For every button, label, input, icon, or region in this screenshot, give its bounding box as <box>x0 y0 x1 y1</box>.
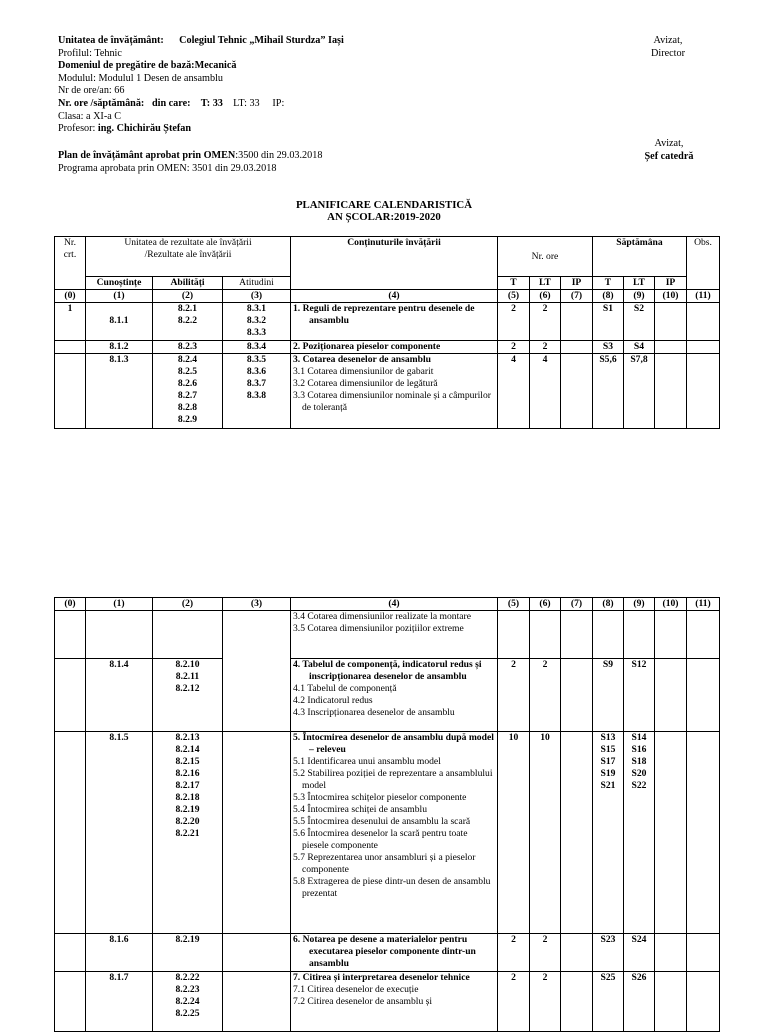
num-cell: (10) <box>655 598 687 611</box>
hours-year: Nr de ore/an: 66 <box>58 85 125 97</box>
cont-cell <box>291 611 498 659</box>
cont-sub: 3.3 Cotarea dimensiunilor nominale și a câmpurilor de toleranță <box>293 390 491 413</box>
atit-cell: 8.3.4 <box>223 341 291 354</box>
cont-sub: 5.8 Extragerea de piese dintr-un desen de ansamblu prezentat <box>293 876 491 899</box>
slt-cell: S24 <box>624 934 655 972</box>
lt-cell: 2 <box>530 303 561 341</box>
lt-cell: 2 <box>530 934 561 972</box>
num-cell: (8) <box>593 290 624 303</box>
hours-week-label: Nr. ore /săptămână: <box>58 97 145 109</box>
lt-val: LT: 33 <box>233 97 260 109</box>
sef-approval <box>641 138 697 163</box>
cont-cell <box>291 732 498 934</box>
table-row <box>55 611 720 659</box>
abil-value: 8.2.14 <box>175 744 200 755</box>
slt-cell: S7,8 <box>624 354 655 429</box>
slt-cell <box>624 732 655 934</box>
num-cell: (8) <box>593 598 624 611</box>
title-line-2: AN ȘCOLAR:2019-2020 <box>327 211 441 223</box>
abil-cell: 8.2.3 <box>153 341 223 354</box>
h-cont: Conținuturile învățării <box>291 237 498 290</box>
atit-value: 8.3.3 <box>246 327 267 338</box>
cun-cell: 8.1.5 <box>86 732 153 934</box>
sip-cell <box>655 354 687 429</box>
h-t2: T <box>593 277 624 290</box>
abil-cell <box>153 659 223 732</box>
ip-cell <box>561 732 593 934</box>
lt-cell: 4 <box>530 354 561 429</box>
num-cell: (3) <box>223 290 291 303</box>
planning-table-1 <box>54 236 720 429</box>
st-cell: S23 <box>593 934 624 972</box>
cont-sub: 3.2 Cotarea dimensiunilor de legătură <box>293 378 438 389</box>
st-cell: S9 <box>593 659 624 732</box>
t-cell: 2 <box>498 934 530 972</box>
abil-value: 8.2.13 <box>175 732 200 743</box>
sip-cell <box>655 303 687 341</box>
director-label: Director <box>651 47 685 59</box>
lt-cell: 2 <box>530 341 561 354</box>
h-abil: Abilități <box>153 277 223 290</box>
st-cell: S5,6 <box>593 354 624 429</box>
st-value: S15 <box>600 744 616 755</box>
table-row <box>55 303 720 341</box>
abil-value: 8.2.10 <box>175 659 200 670</box>
abil-value: 8.2.11 <box>175 671 200 682</box>
cun-cell: 8.1.7 <box>86 972 153 1032</box>
cont-sub: 5.4 Întocmirea schiței de ansamblu <box>293 804 428 815</box>
cont-sub: 4.3 Inscripționarea desenelor de ansamblu <box>293 707 455 718</box>
obs-cell <box>687 732 720 934</box>
sip-cell <box>655 934 687 972</box>
num-cell: (4) <box>291 290 498 303</box>
abil-value: 8.2.7 <box>177 390 198 401</box>
h-lt2: LT <box>624 277 655 290</box>
abil-value: 8.2.23 <box>175 984 200 995</box>
abil-value: 8.2.9 <box>177 414 198 425</box>
abil-value: 8.2.8 <box>177 402 198 413</box>
atit-value: 8.3.5 <box>246 354 267 365</box>
num-cell: (11) <box>687 598 720 611</box>
nr-cell <box>55 934 86 972</box>
slt-value: S14 <box>631 732 647 743</box>
num-cell: (5) <box>498 290 530 303</box>
atit-value: 8.3.1 <box>246 303 267 314</box>
cont-title: 2. Poziționarea pieselor componente <box>293 341 441 352</box>
cont-cell <box>291 303 498 341</box>
class: Clasa: a XI-a C <box>58 110 122 122</box>
h-cun: Cunoștințe <box>86 277 153 290</box>
abil-value: 8.2.4 <box>177 354 198 365</box>
abil-value: 8.2.19 <box>175 804 200 815</box>
cont-title: 3. Cotarea desenelor de ansamblu <box>293 354 431 365</box>
cont-sub: 3.5 Cotarea dimensiunilor pozițiilor extreme <box>293 623 464 634</box>
title-line-1: PLANIFICARE CALENDARISTICĂ <box>295 199 473 211</box>
obs-cell <box>687 611 720 659</box>
num-cell: (9) <box>624 598 655 611</box>
h-nr: Nr. crt. <box>55 237 86 290</box>
planning-table-2 <box>54 597 720 1032</box>
cont-title: 1. Reguli de reprezentare pentru desenele de ansamblu <box>293 303 475 326</box>
num-cell: (7) <box>561 290 593 303</box>
ip-cell <box>561 341 593 354</box>
cont-sub: 3.1 Cotarea dimensiunilor de gabarit <box>293 366 434 377</box>
cont-sub: 4.2 Indicatorul redus <box>293 695 373 706</box>
st-cell <box>593 732 624 934</box>
sip-cell <box>655 972 687 1032</box>
header-block <box>58 35 344 136</box>
h-ip: IP <box>561 277 593 290</box>
cont-sub: 5.6 Întocmirea desenelor la scară pentru toate piesele componente <box>293 828 468 851</box>
obs-cell <box>687 354 720 429</box>
t-cell: 2 <box>498 972 530 1032</box>
cont-sub: 4.1 Tabelul de componență <box>293 683 397 694</box>
abil-cell: 8.2.19 <box>153 934 223 972</box>
abil-value: 8.2.20 <box>175 816 200 827</box>
abil-value: 8.2.22 <box>175 972 200 983</box>
num-cell: (7) <box>561 598 593 611</box>
cont-sub: 7.2 Citirea desenelor de ansamblu și <box>293 996 433 1007</box>
avizat-1: Avizat, <box>653 35 683 46</box>
sef-label: Șef catedră <box>644 150 694 162</box>
abil-value: 8.2.15 <box>175 756 200 767</box>
cont-sub: 5.3 Întocmirea schițelor pieselor componente <box>293 792 467 803</box>
atit-value: 8.3.2 <box>246 315 267 326</box>
lt-cell: 2 <box>530 659 561 732</box>
atit-cell <box>223 354 291 429</box>
abil-value: 8.2.21 <box>175 828 200 839</box>
cont-title: 5. Întocmirea desenelor de ansamblu după model – releveu <box>293 732 494 755</box>
atit-value: 8.3.8 <box>246 390 267 401</box>
atit-value: 8.3.6 <box>246 366 267 377</box>
t-cell: 2 <box>498 659 530 732</box>
obs-cell <box>687 659 720 732</box>
t-cell: 2 <box>498 303 530 341</box>
h-sapt: Săptămâna <box>593 237 687 277</box>
cont-cell <box>291 354 498 429</box>
abil-value: 8.2.17 <box>175 780 200 791</box>
t-cell: 4 <box>498 354 530 429</box>
plan-block <box>58 150 322 175</box>
abil-cell <box>153 611 223 659</box>
h-nrore: Nr. ore <box>498 237 593 277</box>
h-obs: Obs. <box>687 237 720 290</box>
t-val: T: 33 <box>200 97 223 109</box>
abil-value: 8.2.2 <box>177 315 198 326</box>
cont-sub: 5.1 Identificarea unui ansamblu model <box>293 756 441 767</box>
prof-label: Profesor: <box>58 123 96 135</box>
plan-value: :3500 din 29.03.2018 <box>235 150 323 161</box>
cun-cell <box>86 611 153 659</box>
cont-sub: 5.5 Întocmirea desenului de ansamblu la scară <box>293 816 471 827</box>
st-cell <box>593 611 624 659</box>
table-row <box>55 972 720 1032</box>
slt-cell: S12 <box>624 659 655 732</box>
cont-title: 4. Tabelul de componență, indicatorul redus și inscripționarea desenelor de ansamblu <box>293 659 482 682</box>
slt-value: S18 <box>631 756 647 767</box>
slt-cell: S4 <box>624 341 655 354</box>
h-lt: LT <box>530 277 561 290</box>
num-cell: (4) <box>291 598 498 611</box>
obs-cell <box>687 341 720 354</box>
abil-cell <box>153 354 223 429</box>
nr-cell: 1 <box>55 303 86 341</box>
nr-cell <box>55 341 86 354</box>
ip-cell <box>561 611 593 659</box>
page-title <box>0 199 768 223</box>
abil-cell <box>153 972 223 1032</box>
cun-cell: 8.1.3 <box>86 354 153 429</box>
director-approval <box>640 35 696 60</box>
slt-cell: S26 <box>624 972 655 1032</box>
abil-value: 8.2.18 <box>175 792 200 803</box>
abil-value: 8.2.12 <box>175 683 200 694</box>
num-row <box>55 598 720 611</box>
table-row <box>55 934 720 972</box>
num-cell: (0) <box>55 598 86 611</box>
lt-cell: 2 <box>530 972 561 1032</box>
abil-value: 8.2.1 <box>177 303 198 314</box>
st-value: S21 <box>600 780 616 791</box>
num-cell: (6) <box>530 290 561 303</box>
atit-cell <box>223 732 291 934</box>
nr-cell <box>55 972 86 1032</box>
cont-title: 6. Notarea pe desene a materialelor pentru executarea pieselor componente dintr-un ansamblu <box>293 934 476 969</box>
sip-cell <box>655 659 687 732</box>
st-cell: S3 <box>593 341 624 354</box>
abil-value: 8.2.16 <box>175 768 200 779</box>
ip-val: IP: <box>272 97 285 109</box>
cont-cell <box>291 659 498 732</box>
st-value: S19 <box>600 768 616 779</box>
st-cell: S25 <box>593 972 624 1032</box>
cont-sub: 3.4 Cotarea dimensiunilor realizate la montare <box>293 611 471 622</box>
st-value: S17 <box>600 756 616 767</box>
sip-cell <box>655 732 687 934</box>
atit-value: 8.3.7 <box>246 378 267 389</box>
prof-value: ing. Chichirău Ștefan <box>97 123 192 135</box>
num-cell: (9) <box>624 290 655 303</box>
table-row <box>55 341 720 354</box>
nr-cell <box>55 732 86 934</box>
abil-cell <box>153 303 223 341</box>
atit-cell <box>223 934 291 972</box>
abil-value: 8.2.25 <box>175 1008 200 1019</box>
abil-cell <box>153 732 223 934</box>
slt-value: S16 <box>631 744 647 755</box>
cont-sub: 5.2 Stabilirea poziției de reprezentare a ansamblului model <box>293 768 493 791</box>
t-cell: 10 <box>498 732 530 934</box>
module: Modulul: Modulul 1 Desen de ansamblu <box>58 72 223 84</box>
slt-value: S22 <box>631 780 647 791</box>
cun-cell <box>86 303 153 341</box>
obs-cell <box>687 934 720 972</box>
cun-cell: 8.1.4 <box>86 659 153 732</box>
h-atit: Atitudini <box>223 277 291 290</box>
num-cell: (6) <box>530 598 561 611</box>
num-row <box>55 290 720 303</box>
ip-cell <box>561 354 593 429</box>
table-row <box>55 354 720 429</box>
sip-cell <box>655 341 687 354</box>
plan-label: Plan de învățământ aprobat prin OMEN <box>58 150 236 161</box>
hours-week-rest: din care: <box>151 97 191 109</box>
sip-cell <box>655 611 687 659</box>
t-cell <box>498 611 530 659</box>
cont-cell <box>291 972 498 1032</box>
cont-sub: 5.7 Reprezentarea unor ansambluri și a pieselor componente <box>293 852 476 875</box>
avizat-2: Avizat, <box>654 138 684 149</box>
cun-value: 8.1.1 <box>109 315 129 326</box>
nr-cell <box>55 659 86 732</box>
lt-cell: 10 <box>530 732 561 934</box>
programa: Programa aprobata prin OMEN: 3501 din 29.03.2018 <box>58 162 277 174</box>
abil-value: 8.2.6 <box>177 378 198 389</box>
t-cell: 2 <box>498 341 530 354</box>
cont-sub: 7.1 Citirea desenelor de execuție <box>293 984 419 995</box>
slt-value: S20 <box>631 768 647 779</box>
cun-cell: 8.1.6 <box>86 934 153 972</box>
cun-cell: 8.1.2 <box>86 341 153 354</box>
num-cell: (11) <box>687 290 720 303</box>
nr-cell <box>55 611 86 659</box>
domain: Domeniul de pregătire de bază:Mecanică <box>58 60 237 72</box>
table-row <box>55 732 720 934</box>
st-value: S13 <box>600 732 616 743</box>
atit-cell <box>223 611 291 732</box>
num-cell: (2) <box>153 290 223 303</box>
slt-cell: S2 <box>624 303 655 341</box>
cont-title: 7. Citirea și interpretarea desenelor tehnice <box>293 972 470 983</box>
st-cell: S1 <box>593 303 624 341</box>
atit-cell <box>223 303 291 341</box>
ip-cell <box>561 303 593 341</box>
abil-value: 8.2.5 <box>177 366 198 377</box>
abil-value: 8.2.24 <box>175 996 200 1007</box>
num-cell: (10) <box>655 290 687 303</box>
h-unit: Unitatea de rezultate ale învățării /Rezultate ale învățării <box>86 237 291 277</box>
slt-cell <box>624 611 655 659</box>
ip-cell <box>561 972 593 1032</box>
obs-cell <box>687 972 720 1032</box>
cont-cell <box>291 341 498 354</box>
nr-cell <box>55 354 86 429</box>
num-cell: (2) <box>153 598 223 611</box>
unit-value: Colegiul Tehnic „Mihail Sturdza” Iași <box>179 35 344 46</box>
h-t: T <box>498 277 530 290</box>
num-cell: (1) <box>86 598 153 611</box>
obs-cell <box>687 303 720 341</box>
ip-cell <box>561 934 593 972</box>
num-cell: (0) <box>55 290 86 303</box>
lt-cell <box>530 611 561 659</box>
atit-cell <box>223 972 291 1032</box>
num-cell: (1) <box>86 290 153 303</box>
num-cell: (5) <box>498 598 530 611</box>
profile: Profilul: Tehnic <box>58 47 122 59</box>
cont-cell <box>291 934 498 972</box>
table-row <box>55 659 720 732</box>
h-ip2: IP <box>655 277 687 290</box>
unit-label: Unitatea de învățământ: <box>58 35 164 46</box>
num-cell: (3) <box>223 598 291 611</box>
ip-cell <box>561 659 593 732</box>
